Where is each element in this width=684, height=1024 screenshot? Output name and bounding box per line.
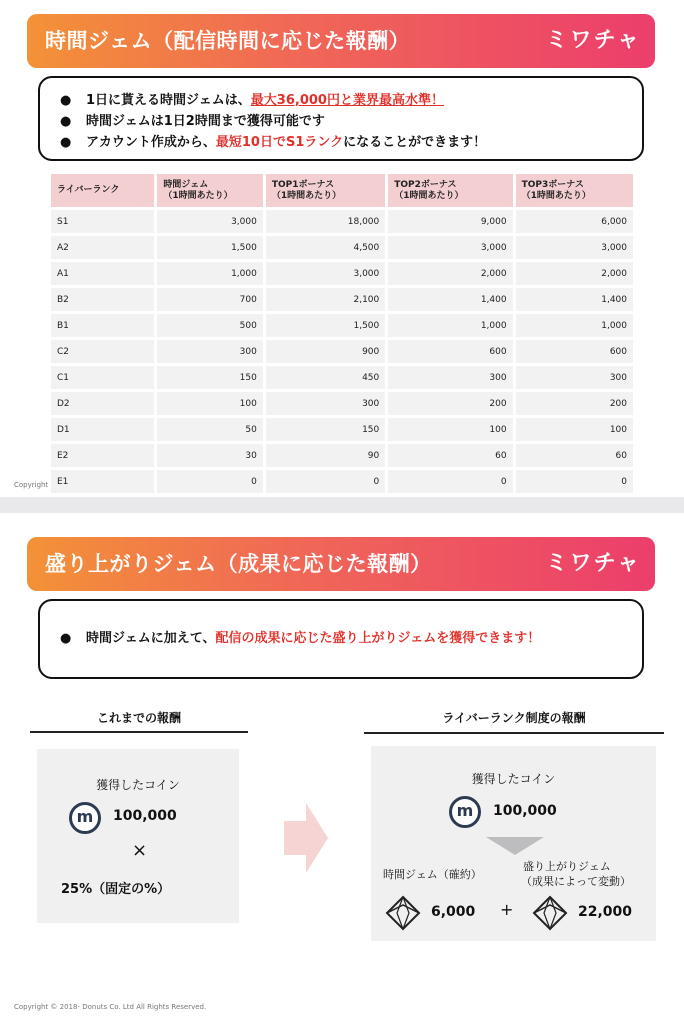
value-cell: 900 (266, 340, 385, 363)
table-header-cell: 時間ジェム （1時間あたり） (157, 174, 262, 207)
value-cell: 3,000 (388, 236, 512, 259)
plus-sign: + (500, 900, 514, 919)
value-cell: 0 (516, 470, 633, 493)
fixed-rate: 25%（固定の%） (61, 882, 171, 897)
bullet-dot-icon: ● (60, 631, 72, 646)
rank-cell: C2 (51, 340, 154, 363)
value-cell: 300 (157, 340, 262, 363)
rank-cell: D1 (51, 418, 154, 441)
value-cell: 200 (388, 392, 512, 415)
rank-reward-panel (371, 746, 656, 941)
rank-cell: A2 (51, 236, 154, 259)
bullet-dot-icon: ● (60, 114, 72, 129)
copyright-text: Copyright © 2018- Donuts Co. Ltd All Rights Reserved. (14, 1003, 207, 1011)
bullet-dot-icon: ● (60, 93, 72, 108)
table-row (51, 340, 633, 363)
highlight-text: 配信の成果に応じた盛り上がりジェムを獲得できます！ (215, 631, 541, 646)
rank-reward-heading: ライバーランク制度の報酬 (442, 711, 586, 725)
value-cell: 300 (388, 366, 512, 389)
copyright-text: Copyright (14, 481, 49, 489)
table-header-cell: TOP3ボーナス （1時間あたり） (516, 174, 633, 207)
slide-title: 時間ジェム（配信時間に応じた報酬） (45, 29, 411, 53)
rank-cell: E2 (51, 444, 154, 467)
value-cell: 600 (516, 340, 633, 363)
coin-m-icon: m (69, 802, 101, 834)
value-cell: 1,400 (516, 288, 633, 311)
highlight-text: 最短10日でS1ランク (215, 135, 344, 150)
value-cell: 1,400 (388, 288, 512, 311)
slide-time-gem (0, 0, 684, 497)
value-cell: 2,100 (266, 288, 385, 311)
table-row (51, 444, 633, 467)
table-header-cell: TOP2ボーナス （1時間あたり） (388, 174, 512, 207)
title-banner (27, 14, 655, 68)
bullet-item: ● 時間ジェムに加えて、配信の成果に応じた盛り上がりジェムを獲得できます！ (40, 601, 642, 677)
value-cell: 50 (157, 418, 262, 441)
rank-reward-table (48, 171, 636, 496)
slide-hype-gem (0, 513, 684, 1024)
value-cell: 200 (516, 392, 633, 415)
key-points-box (38, 76, 644, 161)
value-cell: 4,500 (266, 236, 385, 259)
value-cell: 3,000 (516, 236, 633, 259)
table-row (51, 314, 633, 337)
value-cell: 100 (516, 418, 633, 441)
coin-m-icon: m (449, 796, 481, 828)
heading-underline (364, 732, 664, 734)
bullet-dot-icon: ● (60, 135, 72, 150)
table-row (51, 392, 633, 415)
value-cell: 90 (266, 444, 385, 467)
value-cell: 0 (388, 470, 512, 493)
coin-value: 100,000 (113, 808, 177, 824)
bullet-item: ● 時間ジェムは1日2時間まで獲得可能です (40, 111, 642, 132)
rank-cell: E1 (51, 470, 154, 493)
highlight-text: 最大36,000円と業界最高水準！ (250, 93, 444, 108)
rank-cell: B1 (51, 314, 154, 337)
bullet-item: ● アカウント作成から、最短10日でS1ランクになることができます！ (40, 132, 642, 153)
brand-logo: ミワチャ (545, 28, 641, 53)
value-cell: 300 (516, 366, 633, 389)
value-cell: 60 (516, 444, 633, 467)
value-cell: 6,000 (516, 210, 633, 233)
table-row (51, 236, 633, 259)
value-cell: 150 (266, 418, 385, 441)
multiply-sign: × (132, 840, 148, 861)
table-header-row (51, 174, 633, 207)
value-cell: 30 (157, 444, 262, 467)
hype-gem-sublabel: （成果によって変動） (521, 875, 631, 888)
brand-logo: ミワチャ (545, 551, 641, 576)
value-cell: 0 (157, 470, 262, 493)
value-cell: 600 (388, 340, 512, 363)
value-cell: 2,000 (516, 262, 633, 285)
value-cell: 1,000 (388, 314, 512, 337)
previous-reward-heading: これまでの報酬 (96, 711, 181, 725)
diamond-gem-icon (385, 895, 421, 931)
value-cell: 3,000 (266, 262, 385, 285)
title-banner (27, 537, 655, 591)
value-cell: 450 (266, 366, 385, 389)
table-row (51, 418, 633, 441)
value-cell: 0 (266, 470, 385, 493)
value-cell: 9,000 (388, 210, 512, 233)
right-arrow-icon (284, 803, 328, 873)
coin-label: 獲得したコイン (96, 778, 180, 792)
heading-underline (30, 731, 248, 733)
table-row (51, 210, 633, 233)
value-cell: 1,000 (516, 314, 633, 337)
time-gem-label: 時間ジェム（確約） (383, 868, 482, 881)
value-cell: 60 (388, 444, 512, 467)
coin-label: 獲得したコイン (471, 772, 556, 786)
value-cell: 700 (157, 288, 262, 311)
table-row (51, 470, 633, 493)
value-cell: 500 (157, 314, 262, 337)
hype-gem-value: 22,000 (578, 904, 633, 920)
value-cell: 1,000 (157, 262, 262, 285)
slide-title: 盛り上がりジェム（成果に応じた報酬） (45, 552, 432, 576)
rank-cell: C1 (51, 366, 154, 389)
value-cell: 150 (157, 366, 262, 389)
rank-cell: B2 (51, 288, 154, 311)
hype-gem-label: 盛り上がりジェム (523, 860, 611, 873)
rank-cell: D2 (51, 392, 154, 415)
coin-value: 100,000 (493, 803, 557, 819)
value-cell: 1,500 (266, 314, 385, 337)
value-cell: 18,000 (266, 210, 385, 233)
rank-cell: A1 (51, 262, 154, 285)
table-row (51, 262, 633, 285)
table-header-cell: ライバーランク (51, 174, 154, 207)
value-cell: 300 (266, 392, 385, 415)
value-cell: 2,000 (388, 262, 512, 285)
table-row (51, 366, 633, 389)
time-gem-value: 6,000 (431, 904, 476, 920)
value-cell: 3,000 (157, 210, 262, 233)
diamond-gem-icon (532, 895, 568, 931)
value-cell: 100 (157, 392, 262, 415)
value-cell: 1,500 (157, 236, 262, 259)
rank-cell: S1 (51, 210, 154, 233)
down-triangle-icon (486, 837, 544, 855)
key-points-box (38, 599, 644, 679)
value-cell: 100 (388, 418, 512, 441)
previous-reward-panel (37, 749, 239, 923)
table-header-cell: TOP1ボーナス （1時間あたり） (266, 174, 385, 207)
bullet-item: ● 1日に貰える時間ジェムは、最大36,000円と業界最高水準！ (40, 90, 642, 111)
table-row (51, 288, 633, 311)
